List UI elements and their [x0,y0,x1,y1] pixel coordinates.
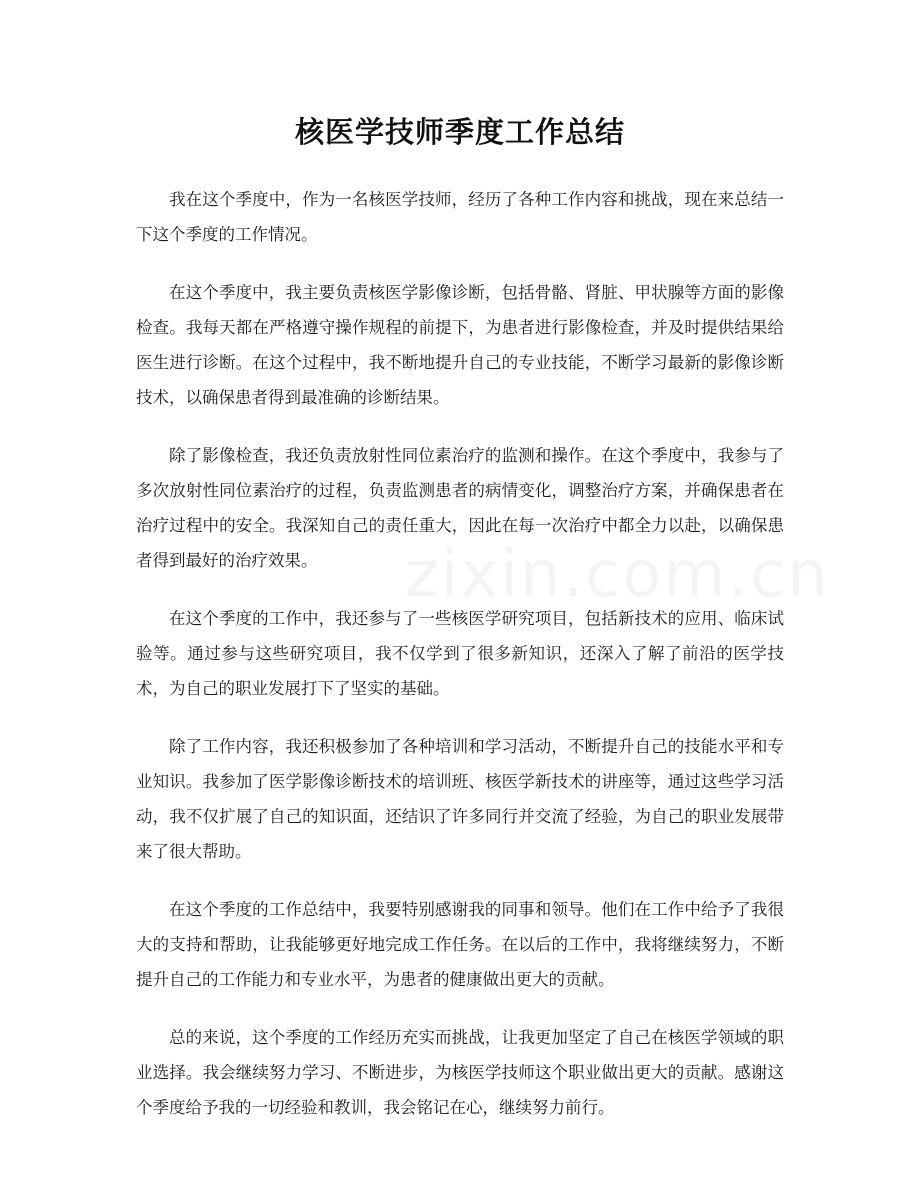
document-title: 核医学技师季度工作总结 [294,115,625,149]
paragraph-5: 除了工作内容，我还积极参加了各种培训和学习活动，不断提升自己的技能水平和专业知识。我参加了医学影像诊断技术的培训班、核医学新技术的讲座等，通过这些学习活动，我不仅扩展了自己的知识面，还结识了许多同行并交流了经验，为自己的职业发展带来了很大帮助。 [136,737,784,861]
paragraph-1: 我在这个季度中，作为一名核医学技师，经历了各种工作内容和挑战，现在来总结一下这个季度的工作情况。 [136,190,784,244]
paragraph-3: 除了影像检查，我还负责放射性同位素治疗的监测和操作。在这个季度中，我参与了多次放射性同位素治疗的过程，负责监测患者的病情变化，调整治疗方案，并确保患者在治疗过程中的安全。我深知自己的责任重大，因此在每一次治疗中都全力以赴，以确保患者得到最好的治疗效果。 [136,446,784,570]
paragraph-2: 在这个季度中，我主要负责核医学影像诊断，包括骨骼、肾脏、甲状腺等方面的影像检查。我每天都在严格遵守操作规程的前提下，为患者进行影像检查，并及时提供结果给医生进行诊断。在这个过程中，我不断地提升自己的专业技能，不断学习最新的影像诊断技术，以确保患者得到最准确的诊断结果。 [136,283,784,407]
document-body [136,182,784,1148]
paragraph-6: 在这个季度的工作总结中，我要特别感谢我的同事和领导。他们在工作中给予了我很大的支持和帮助，让我能够更好地完成工作任务。在以后的工作中，我将继续努力，不断提升自己的工作能力和专业水平，为患者的健康做出更大的贡献。 [136,900,784,989]
paragraph-4: 在这个季度的工作中，我还参与了一些核医学研究项目，包括新技术的应用、临床试验等。通过参与这些研究项目，我不仅学到了很多新知识，还深入了解了前沿的医学技术，为自己的职业发展打下了坚实的基础。 [136,609,784,698]
paragraph-7: 总的来说，这个季度的工作经历充实而挑战，让我更加坚定了自己在核医学领域的职业选择。我会继续努力学习、不断进步，为核医学技师这个职业做出更大的贡献。感谢这个季度给予我的一切经验和教训，我会铭记在心，继续努力前行。 [136,1028,784,1117]
